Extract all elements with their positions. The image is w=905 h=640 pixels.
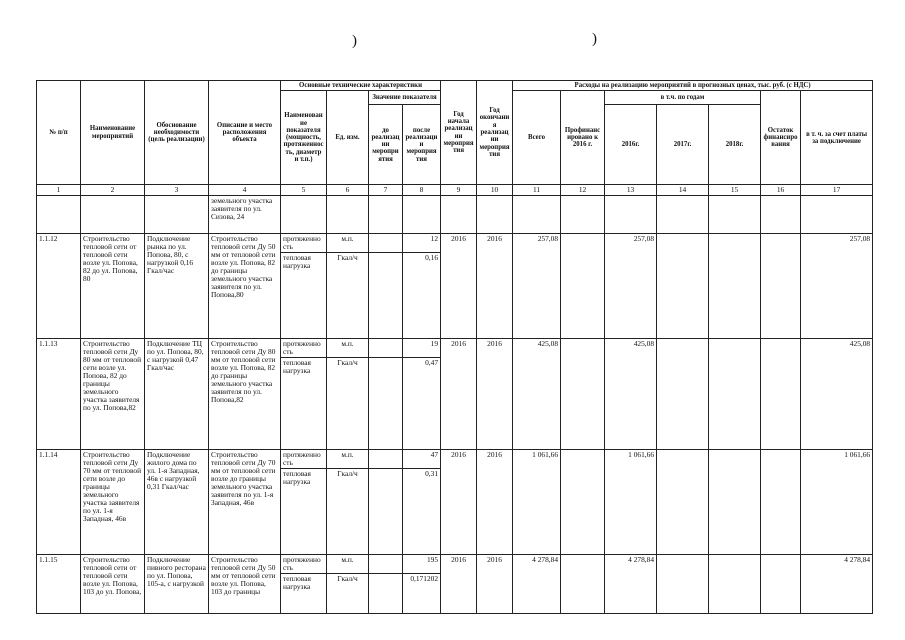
row-number: 1.1.12: [37, 234, 81, 339]
row-indicator: тепловая нагрузка: [281, 574, 327, 614]
column-number: 4: [209, 185, 281, 196]
row-total: 1 061,66: [513, 450, 561, 555]
row-value-after: 12: [403, 234, 441, 253]
header-description: Описание и место расположения объекта: [209, 81, 281, 185]
row-value-after: 0,47: [403, 358, 441, 450]
row-start-year: 2016: [441, 450, 477, 555]
header-value-group: Значение показателя: [369, 91, 441, 105]
row-name: Строительство тепловой сети Ду 70 мм от тепловой сети возле до границы земельного участка заявителя по ул. 1-я Западная, 46в: [81, 450, 145, 555]
row-indicator: протяженность: [281, 450, 327, 469]
row-fee: 425,08: [801, 339, 873, 450]
table-row: [37, 234, 873, 253]
row-total: 425,08: [513, 339, 561, 450]
row-unit: м.п.: [327, 555, 369, 574]
table-row-carryover: [37, 196, 873, 234]
row-total: 4 278,84: [513, 555, 561, 614]
row-fee: 257,08: [801, 234, 873, 339]
header-total: Всего: [513, 91, 561, 185]
page-mark-left: ): [352, 33, 357, 49]
investment-program-table: [36, 80, 873, 614]
row-end-year: 2016: [477, 555, 513, 614]
header-name: Наименование мероприятий: [81, 81, 145, 185]
row-unit: Гкал/ч: [327, 469, 369, 555]
row-number: 1.1.14: [37, 450, 81, 555]
header-years-group: в т.ч. по годам: [605, 91, 761, 105]
column-number: 10: [477, 185, 513, 196]
column-number: 15: [709, 185, 761, 196]
row-total: 257,08: [513, 234, 561, 339]
column-number: 11: [513, 185, 561, 196]
header-2018: 2018г.: [709, 105, 761, 185]
row-unit: Гкал/ч: [327, 253, 369, 339]
row-unit: Гкал/ч: [327, 358, 369, 450]
row-indicator: тепловая нагрузка: [281, 358, 327, 450]
row-2016: 425,08: [605, 339, 657, 450]
table-header: [37, 81, 873, 196]
carryover-description: земельного участка заявителя по ул. Сизова, 24: [209, 196, 281, 234]
row-start-year: 2016: [441, 339, 477, 450]
row-2016: 1 061,66: [605, 450, 657, 555]
row-name: Строительство тепловой сети от тепловой сети возле ул. Попова, 82 до ул. Попова, 80: [81, 234, 145, 339]
table-row: [37, 450, 873, 469]
row-fee: 1 061,66: [801, 450, 873, 555]
header-before: до реализации мероприятия: [369, 105, 403, 185]
header-end-year: Год окончания реализации мероприятия: [477, 81, 513, 185]
row-description: Строительство тепловой сети Ду 80 мм от тепловой сети возле ул. Попова, 82 до границы земельного участка заявителя по ул. Попова,82: [209, 339, 281, 450]
header-indicator: Наименование показателя (мощность, протяженность, диаметр и т.п.): [281, 91, 327, 185]
column-number: 13: [605, 185, 657, 196]
column-number: 5: [281, 185, 327, 196]
row-indicator: протяженность: [281, 234, 327, 253]
row-indicator: тепловая нагрузка: [281, 253, 327, 339]
column-number: 16: [761, 185, 801, 196]
column-number: 2: [81, 185, 145, 196]
row-reason: Подключение ТЦ по ул. Попова, 80, с нагрузкой 0,47 Гкал/час: [145, 339, 209, 450]
header-num: № п/п: [37, 81, 81, 185]
row-value-after: 0,31: [403, 469, 441, 555]
row-indicator: протяженность: [281, 339, 327, 358]
row-name: Строительство тепловой сети Ду 80 мм от тепловой сети возле ул. Попова, 82 до границы земельного участка заявителя по ул. Попова,82: [81, 339, 145, 450]
row-2016: 4 278,84: [605, 555, 657, 614]
column-number: 14: [657, 185, 709, 196]
row-value-after: 47: [403, 450, 441, 469]
row-unit: м.п.: [327, 234, 369, 253]
row-end-year: 2016: [477, 450, 513, 555]
column-number-row: [37, 185, 873, 196]
row-name: Строительство тепловой сети от тепловой сети возле ул. Попова, 103 до ул. Попова,: [81, 555, 145, 614]
row-value-after: 0,171202: [403, 574, 441, 614]
header-fee: в т. ч. за счет платы за подключение: [801, 91, 873, 185]
column-number: 7: [369, 185, 403, 196]
row-number: 1.1.13: [37, 339, 81, 450]
table-row: [37, 339, 873, 358]
page-mark-right: ): [592, 31, 597, 47]
row-indicator: тепловая нагрузка: [281, 469, 327, 555]
row-reason: Подключение рынка по ул. Попова, 80, с нагрузкой 0,16 Гкал/час: [145, 234, 209, 339]
row-2016: 257,08: [605, 234, 657, 339]
header-costs-group: Расходы на реализацию мероприятий в прогнозных ценах, тыс. руб. (с НДС): [513, 81, 873, 91]
header-start-year: Год начала реализации мероприятия: [441, 81, 477, 185]
header-after: после реализации мероприятия: [403, 105, 441, 185]
column-number: 9: [441, 185, 477, 196]
row-description: Строительство тепловой сети Ду 70 мм от тепловой сети возле до границы земельного участка заявителя по ул. 1-я Западная, 46в: [209, 450, 281, 555]
row-description: Строительство тепловой сети Ду 50 мм от тепловой сети возле ул. Попова, 103 до границы: [209, 555, 281, 614]
row-value-after: 195: [403, 555, 441, 574]
row-value-after: 0,16: [403, 253, 441, 339]
header-unit: Ед. изм.: [327, 91, 369, 185]
row-unit: м.п.: [327, 339, 369, 358]
header-tech-group: Основные технические характеристики: [281, 81, 441, 91]
column-number: 12: [561, 185, 605, 196]
table-row: [37, 555, 873, 574]
header-financed: Профинансировано к 2016 г.: [561, 91, 605, 185]
header-2016: 2016г.: [605, 105, 657, 185]
row-unit: м.п.: [327, 450, 369, 469]
column-number: 6: [327, 185, 369, 196]
header-remaining: Остаток финансирования: [761, 91, 801, 185]
row-start-year: 2016: [441, 555, 477, 614]
column-number: 17: [801, 185, 873, 196]
row-number: 1.1.15: [37, 555, 81, 614]
column-number: 8: [403, 185, 441, 196]
row-reason: Подключение пивного ресторана по ул. Попова, 105-а, с нагрузкой: [145, 555, 209, 614]
table-body: [37, 196, 873, 614]
header-reason: Обоснование необходимости (цель реализации): [145, 81, 209, 185]
row-value-after: 19: [403, 339, 441, 358]
row-description: Строительство тепловой сети Ду 50 мм от тепловой сети возле ул. Попова, 82 до границы земельного участка заявителя по ул. Попова,80: [209, 234, 281, 339]
row-start-year: 2016: [441, 234, 477, 339]
row-fee: 4 278,84: [801, 555, 873, 614]
row-end-year: 2016: [477, 339, 513, 450]
column-number: 3: [145, 185, 209, 196]
row-end-year: 2016: [477, 234, 513, 339]
row-unit: Гкал/ч: [327, 574, 369, 614]
header-2017: 2017г.: [657, 105, 709, 185]
column-number: 1: [37, 185, 81, 196]
row-indicator: протяженность: [281, 555, 327, 574]
row-reason: Подключение жилого дома по ул. 1-я Западная, 46в с нагрузкой 0,31 Гкал/час: [145, 450, 209, 555]
